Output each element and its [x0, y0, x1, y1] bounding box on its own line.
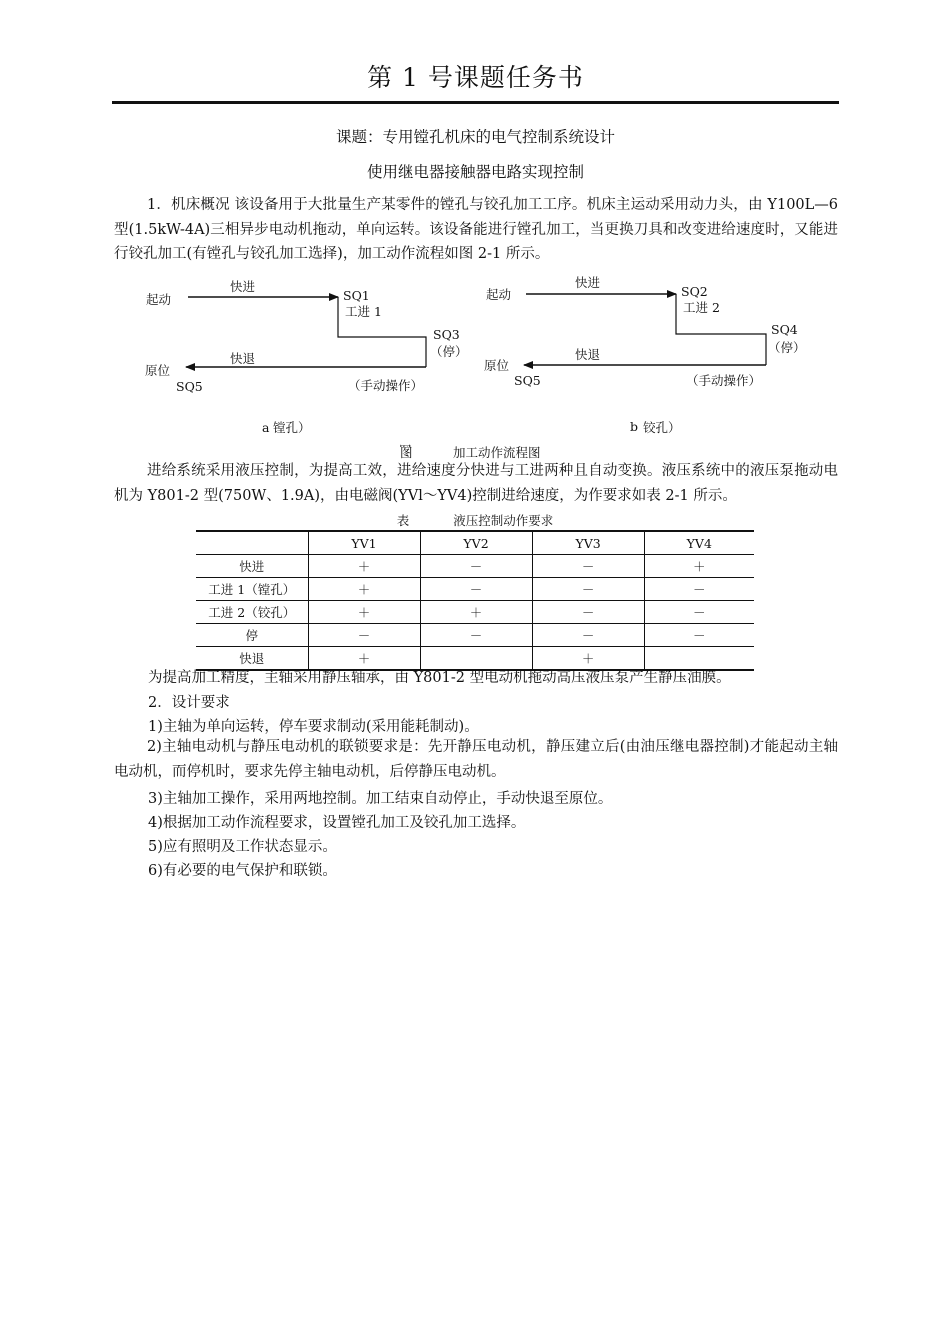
- hydraulic-control-table: [196, 530, 754, 671]
- diagram-a-manual-label: （手动操作）: [348, 378, 424, 393]
- table-cell: －: [644, 624, 754, 647]
- table-row: [196, 624, 754, 647]
- diagram-b-sq5-label: SQ5: [514, 373, 541, 388]
- design-requirements-heading: 2．设计要求: [148, 695, 230, 711]
- requirement-item: 3)主轴加工操作，采用两地控制。加工结束自动停止，手动快退至原位。: [148, 791, 613, 807]
- table-cell: 停: [196, 624, 308, 647]
- table-header-cell: YV2: [420, 531, 532, 555]
- requirement-item: 4)根据加工动作流程要求，设置镗孔加工及铰孔加工选择。: [148, 815, 526, 831]
- table-caption-label: 表: [396, 513, 410, 528]
- table-cell: －: [420, 578, 532, 601]
- table-cell: ＋: [308, 647, 420, 671]
- requirement-item: 6)有必要的电气保护和联锁。: [148, 863, 337, 879]
- title-rule: [112, 101, 839, 104]
- diagram-b-fast-in-label: 快进: [575, 275, 601, 290]
- table-caption-text: 液压控制动作要求: [453, 513, 554, 528]
- diagram-b-reaming: [484, 275, 806, 435]
- table-cell: －: [420, 624, 532, 647]
- hydraulic-feed-paragraph: 进给系统采用液压控制，为提高工效，进给速度分快进与工进两种且自动变换。液压系统中的液压泵拖动电机为 Y801-2 型(750W、1.9A)，由电磁阀(YVl～YV4)控制进给速度，为作要求如表 2-1 所示。: [114, 463, 838, 504]
- diagram-b-caption-letter: b: [630, 419, 639, 434]
- diagram-a-home-label: 原位: [145, 363, 171, 378]
- table-cell: 工进 2（铰孔）: [196, 601, 308, 624]
- diagram-a-start-label: 起动: [146, 292, 172, 307]
- table-cell: －: [420, 555, 532, 578]
- process-flow-figure: [130, 272, 830, 447]
- requirement-item: 5)应有照明及工作状态显示。: [148, 839, 337, 855]
- subject-title: 课题：专用镗孔机床的电气控制系统设计: [335, 128, 615, 146]
- diagram-a-sq3-label: SQ3: [433, 327, 460, 342]
- table-cell: 快进: [196, 555, 308, 578]
- flow-diagrams-svg: [130, 272, 830, 447]
- page-title: 第 1 号课题任务书: [367, 63, 584, 92]
- table-row: [196, 578, 754, 601]
- machine-overview-paragraph: 1．机床概况 该设备用于大批量生产某零件的镗孔与铰孔加工工序。机床主运动采用动力头，由 Y100L—6 型(1.5kW-4A)三相异步电动机拖动，单向运转。该设备能进行镗孔加工，当更换刀具和改变进给速度时，又能进行铰孔加工(有镗孔与铰孔加工选择)，加工动作流程如图 2-1 所示。: [114, 197, 838, 262]
- table-cell: ＋: [308, 601, 420, 624]
- diagram-a-sq5-label: SQ5: [176, 379, 203, 394]
- table-row: [196, 601, 754, 624]
- diagram-b-sq4-label: SQ4: [771, 322, 798, 337]
- figure-caption-label-text: 图: [400, 445, 413, 460]
- table-cell: ＋: [644, 555, 754, 578]
- diagram-a-caption-text: 镗孔）: [273, 420, 311, 435]
- requirement-item: 2)主轴电动机与静压电动机的联锁要求是：先开静压电动机，静压建立后(由油压继电器控制)才能起动主轴电动机，而停机时，要求先停主轴电动机，后停静压电动机。: [114, 739, 838, 780]
- diagram-b-home-label: 原位: [484, 358, 510, 373]
- diagram-b-caption-text: 铰孔）: [643, 420, 681, 435]
- diagram-b-stop-label: （停）: [768, 340, 806, 355]
- table-cell: －: [532, 578, 644, 601]
- table-cell: ＋: [420, 601, 532, 624]
- table-cell: ＋: [308, 555, 420, 578]
- diagram-a-work-label: 工进 1: [345, 304, 382, 319]
- diagram-b-work-label: 工进 2: [683, 300, 720, 315]
- table-caption: [0, 511, 950, 529]
- diagram-a-boring: [145, 279, 468, 435]
- table-cell: －: [644, 601, 754, 624]
- table-cell: －: [532, 624, 644, 647]
- diagram-b-manual-label: （手动操作）: [686, 373, 762, 388]
- diagram-b-fast-back-label: 快退: [575, 347, 601, 362]
- diagram-a-caption-letter: a: [262, 420, 270, 435]
- diagram-a-fast-in-label: 快进: [230, 279, 256, 294]
- subject-subtitle: 使用继电器接触器电路实现控制: [366, 163, 584, 181]
- table-header-cell: [196, 531, 308, 555]
- table-cell: ＋: [308, 578, 420, 601]
- table-cell: 工进 1（镗孔）: [196, 578, 308, 601]
- diagram-b-sq2-label: SQ2: [681, 284, 708, 299]
- table-cell: －: [644, 578, 754, 601]
- table-cell: －: [308, 624, 420, 647]
- table-cell: －: [532, 555, 644, 578]
- diagram-a-stop-label: （停）: [430, 344, 468, 359]
- table-header-row: [196, 531, 754, 555]
- table-header-cell: YV1: [308, 531, 420, 555]
- diagram-a-fast-back-label: 快退: [230, 351, 256, 366]
- table-row: [196, 555, 754, 578]
- requirement-item: 1)主轴为单向运转，停车要求制动(采用能耗制动)。: [148, 719, 479, 735]
- table-cell: 快退: [196, 647, 308, 671]
- diagram-b-start-label: 起动: [486, 287, 512, 302]
- table-cell: ＋: [532, 647, 644, 671]
- table-cell: －: [532, 601, 644, 624]
- table-header-cell: YV4: [644, 531, 754, 555]
- table-header-cell: YV3: [532, 531, 644, 555]
- diagram-a-sq1-label: SQ1: [343, 288, 370, 303]
- static-pressure-bearing-paragraph: 为提高加工精度，主轴采用静压轴承，由 Y801-2 型电动机拖动高压液压泵产生静压油膜。: [148, 670, 731, 686]
- figure-caption-text: 加工动作流程图: [453, 445, 541, 460]
